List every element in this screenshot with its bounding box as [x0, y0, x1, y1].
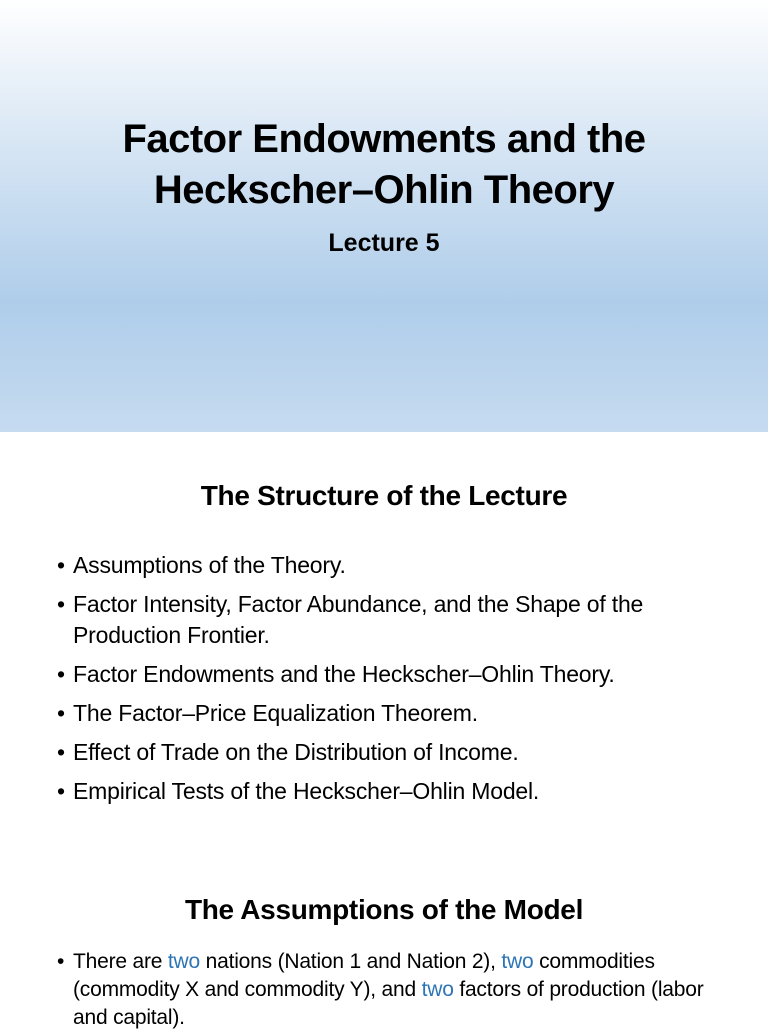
slide-subtitle: Lecture 5 — [328, 229, 440, 257]
assumptions-heading: The Assumptions of the Model — [184, 894, 584, 925]
title-slide — [0, 0, 768, 432]
list-item: • Factor Intensity, Factor Abundance, and the Shape of the Production Frontier. — [57, 589, 747, 651]
list-item: • Effect of Trade on the Distribution of Income. — [57, 737, 747, 768]
highlight-word: two — [167, 950, 200, 973]
highlight-word: two — [501, 950, 534, 973]
list-item: • The Factor–Price Equalization Theorem. — [57, 698, 747, 729]
assumption-bullet — [57, 948, 713, 1032]
list-item: • Assumptions of the Theory. — [57, 550, 747, 581]
assumption-text: nations (Nation 1 and Nation 2), — [199, 950, 502, 973]
highlight-word: two — [421, 978, 454, 1001]
assumption-text: There are — [73, 950, 168, 973]
slide-title-line2: Heckscher–Ohlin Theory — [153, 168, 615, 212]
assumptions-slide — [0, 834, 768, 1029]
list-item: • Empirical Tests of the Heckscher–Ohlin Model. — [57, 776, 747, 807]
assumption-text: commodities (commodity X and commodity Y), and — [73, 950, 655, 1001]
slide-title — [0, 114, 768, 216]
assumption-text: factors of production (labor and capital). — [73, 978, 704, 1029]
slide-title-line1: Factor Endowments and the — [122, 117, 646, 161]
structure-heading: The Structure of the Lecture — [200, 480, 568, 511]
structure-bullet-list — [57, 550, 747, 815]
structure-slide — [0, 432, 768, 834]
list-item: • Factor Endowments and the Heckscher–Ohlin Theory. — [57, 659, 747, 690]
